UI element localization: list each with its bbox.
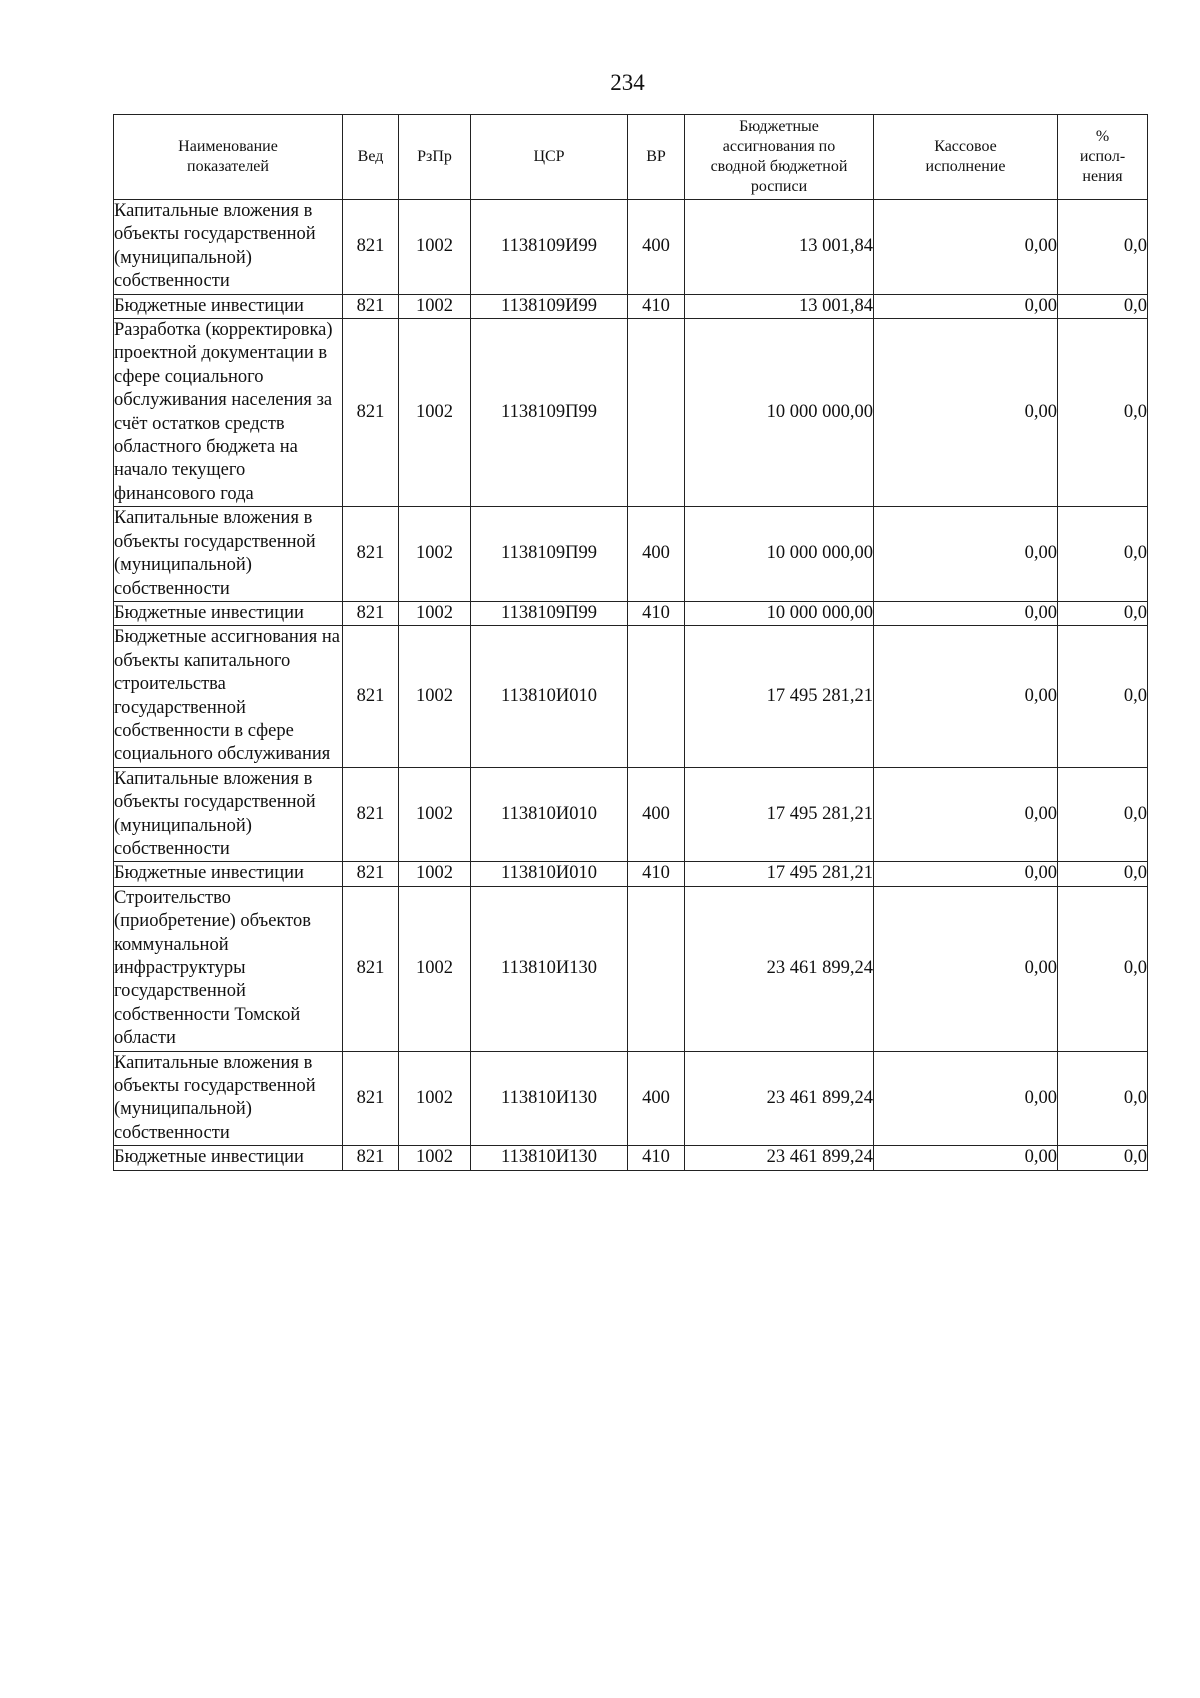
table-row (114, 294, 1148, 318)
cell-rzpr: 1002 (399, 862, 471, 886)
cell-rzpr: 1002 (399, 601, 471, 625)
cell-vr: 400 (628, 507, 685, 602)
cell-assignments: 10 000 000,00 (685, 601, 874, 625)
header-csr: ЦСР (471, 115, 628, 200)
table-row (114, 1051, 1148, 1146)
cell-rzpr: 1002 (399, 767, 471, 862)
cell-ved: 821 (343, 294, 399, 318)
cell-name: Капитальные вложения в объекты государственной (муниципальной) собственности (114, 507, 343, 602)
cell-vr: 410 (628, 1146, 685, 1170)
cell-rzpr: 1002 (399, 200, 471, 295)
cell-vr: 400 (628, 767, 685, 862)
cell-execution: 0,00 (874, 626, 1058, 767)
cell-csr: 113810И010 (471, 626, 628, 767)
cell-ved: 821 (343, 626, 399, 767)
cell-csr: 113810И010 (471, 862, 628, 886)
cell-csr: 113810И130 (471, 1051, 628, 1146)
header-ved: Вед (343, 115, 399, 200)
cell-csr: 1138109И99 (471, 200, 628, 295)
table-row (114, 767, 1148, 862)
cell-ved: 821 (343, 767, 399, 862)
cell-rzpr: 1002 (399, 626, 471, 767)
cell-assignments: 23 461 899,24 (685, 1146, 874, 1170)
cell-name: Капитальные вложения в объекты государственной (муниципальной) собственности (114, 200, 343, 295)
cell-percent: 0,0 (1058, 601, 1148, 625)
cell-rzpr: 1002 (399, 294, 471, 318)
table-row (114, 601, 1148, 625)
cell-name: Капитальные вложения в объекты государственной (муниципальной) собственности (114, 767, 343, 862)
cell-assignments: 10 000 000,00 (685, 507, 874, 602)
cell-assignments: 13 001,84 (685, 200, 874, 295)
cell-name: Бюджетные ассигнования на объекты капитального строительства государственной собственности в сфере социального обслуживания (114, 626, 343, 767)
cell-percent: 0,0 (1058, 319, 1148, 507)
cell-assignments: 17 495 281,21 (685, 862, 874, 886)
header-rzpr: РзПр (399, 115, 471, 200)
table-row (114, 862, 1148, 886)
cell-csr: 1138109И99 (471, 294, 628, 318)
table-row (114, 1146, 1148, 1170)
cell-rzpr: 1002 (399, 319, 471, 507)
cell-percent: 0,0 (1058, 294, 1148, 318)
cell-rzpr: 1002 (399, 1051, 471, 1146)
cell-rzpr: 1002 (399, 886, 471, 1051)
cell-vr: 400 (628, 200, 685, 295)
cell-csr: 1138109П99 (471, 601, 628, 625)
header-assignments: Бюджетные ассигнования по сводной бюджетной росписи (685, 115, 874, 200)
cell-execution: 0,00 (874, 862, 1058, 886)
cell-execution: 0,00 (874, 886, 1058, 1051)
cell-vr (628, 626, 685, 767)
cell-name: Капитальные вложения в объекты государственной (муниципальной) собственности (114, 1051, 343, 1146)
budget-table (113, 114, 1148, 1171)
cell-assignments: 23 461 899,24 (685, 1051, 874, 1146)
header-name: Наименование показателей (114, 115, 343, 200)
cell-ved: 821 (343, 200, 399, 295)
header-percent: % испол- нения (1058, 115, 1148, 200)
header-vr: ВР (628, 115, 685, 200)
cell-execution: 0,00 (874, 1146, 1058, 1170)
cell-rzpr: 1002 (399, 507, 471, 602)
cell-assignments: 10 000 000,00 (685, 319, 874, 507)
cell-assignments: 17 495 281,21 (685, 626, 874, 767)
cell-assignments: 17 495 281,21 (685, 767, 874, 862)
cell-name: Строительство (приобретение) объектов коммунальной инфраструктуры государственной собственности Томской области (114, 886, 343, 1051)
cell-name: Бюджетные инвестиции (114, 862, 343, 886)
cell-execution: 0,00 (874, 294, 1058, 318)
cell-vr: 400 (628, 1051, 685, 1146)
cell-execution: 0,00 (874, 319, 1058, 507)
cell-execution: 0,00 (874, 601, 1058, 625)
cell-percent: 0,0 (1058, 1051, 1148, 1146)
table-row (114, 507, 1148, 602)
table-body (114, 200, 1148, 1171)
cell-csr: 113810И010 (471, 767, 628, 862)
cell-csr: 113810И130 (471, 1146, 628, 1170)
cell-execution: 0,00 (874, 200, 1058, 295)
cell-percent: 0,0 (1058, 886, 1148, 1051)
cell-percent: 0,0 (1058, 626, 1148, 767)
cell-ved: 821 (343, 862, 399, 886)
page-number: 234 (610, 70, 645, 95)
cell-name: Бюджетные инвестиции (114, 1146, 343, 1170)
cell-ved: 821 (343, 507, 399, 602)
cell-vr (628, 319, 685, 507)
cell-percent: 0,0 (1058, 200, 1148, 295)
cell-percent: 0,0 (1058, 1146, 1148, 1170)
cell-assignments: 13 001,84 (685, 294, 874, 318)
table-row (114, 200, 1148, 295)
table-row (114, 626, 1148, 767)
cell-execution: 0,00 (874, 767, 1058, 862)
cell-rzpr: 1002 (399, 1146, 471, 1170)
cell-percent: 0,0 (1058, 767, 1148, 862)
cell-vr: 410 (628, 601, 685, 625)
cell-name: Бюджетные инвестиции (114, 294, 343, 318)
cell-csr: 1138109П99 (471, 507, 628, 602)
cell-ved: 821 (343, 886, 399, 1051)
cell-percent: 0,0 (1058, 507, 1148, 602)
cell-ved: 821 (343, 1051, 399, 1146)
cell-ved: 821 (343, 319, 399, 507)
table-header-row (114, 115, 1148, 200)
cell-name: Разработка (корректировка) проектной документации в сфере социального обслуживания населения за счёт остатков средств областного бюджета на начало текущего финансового года (114, 319, 343, 507)
cell-csr: 113810И130 (471, 886, 628, 1051)
cell-csr: 1138109П99 (471, 319, 628, 507)
cell-vr: 410 (628, 294, 685, 318)
cell-ved: 821 (343, 1146, 399, 1170)
header-execution: Кассовое исполнение (874, 115, 1058, 200)
cell-execution: 0,00 (874, 507, 1058, 602)
cell-ved: 821 (343, 601, 399, 625)
cell-assignments: 23 461 899,24 (685, 886, 874, 1051)
table-row (114, 319, 1148, 507)
cell-vr: 410 (628, 862, 685, 886)
cell-execution: 0,00 (874, 1051, 1058, 1146)
table-row (114, 886, 1148, 1051)
cell-name: Бюджетные инвестиции (114, 601, 343, 625)
cell-vr (628, 886, 685, 1051)
cell-percent: 0,0 (1058, 862, 1148, 886)
